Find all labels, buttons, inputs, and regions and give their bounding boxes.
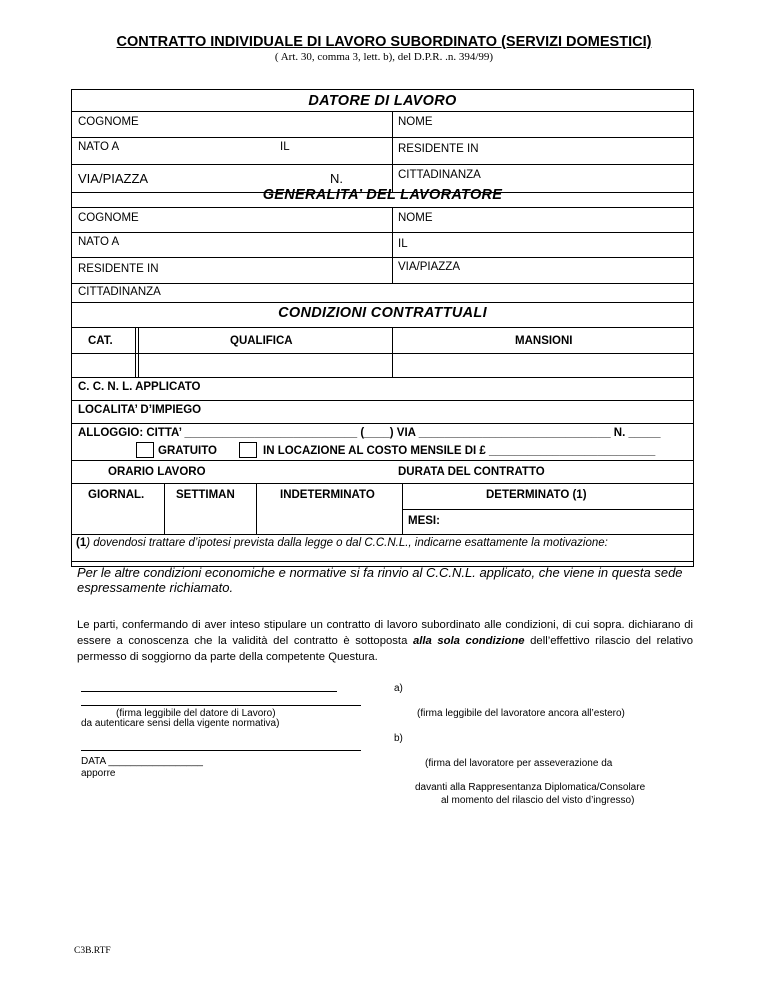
determinato-column-header: DETERMINATO (1) (486, 489, 587, 501)
nota-motivazione: (1) dovendosi trattare d’ipotesi prevista dalla legge o dal C.C.N.L., indicarne esattamente la motivazione: (76, 537, 608, 549)
gratuito-label: GRATUITO (158, 445, 217, 457)
apporre-label: apporre (81, 768, 116, 779)
alloggio-field[interactable]: ALLOGGIO: CITTA’ ___________________________ (____) VIA ______________________________ N. _____ (78, 427, 661, 439)
datore-il-field[interactable]: IL (280, 141, 290, 153)
ccnl-field[interactable]: C. C. N. L. APPLICATO (78, 381, 201, 393)
contract-form (71, 89, 694, 595)
lavoratore-via-field[interactable]: VIA/PIAZZA (398, 261, 460, 273)
signature-label-a: a) (394, 683, 403, 694)
declaration-paragraph: Le parti, confermando di aver inteso stipulare un contratto di lavoro subordinato alle condizioni, di cui sopra. dichiarano di essere a conoscenza che la validità del contratto è sottoposta alla sola condizione dell’effettivo rilascio del relativo permesso di soggiorno da parte della competente Questura. (77, 619, 693, 663)
firma-lavoratore-estero-label: (firma leggibile del lavoratore ancora all’estero) (417, 708, 625, 719)
locazione-field[interactable]: IN LOCAZIONE AL COSTO MENSILE DI £ __________________________ (263, 445, 656, 457)
datore-numero-field[interactable]: N. (330, 171, 343, 186)
datore-residente-field[interactable]: RESIDENTE IN (398, 143, 479, 155)
section-heading-lavoratore: GENERALITA’ DEL LAVORATORE (262, 187, 503, 203)
qualifica-column-header: QUALIFICA (230, 335, 293, 347)
section-heading-datore: DATORE DI LAVORO (308, 93, 457, 109)
durata-contratto-header: DURATA DEL CONTRATTO (398, 466, 545, 478)
firma-datore-label: (firma leggibile del datore di Lavoro) (116, 708, 276, 719)
signature-line-lavoratore[interactable] (81, 750, 361, 751)
giornal-column-header: GIORNAL. (88, 489, 145, 501)
lavoratore-nome-field[interactable]: NOME (398, 212, 433, 224)
lavoratore-il-field[interactable]: IL (398, 238, 408, 250)
lavoratore-nato-a-field[interactable]: NATO A (78, 236, 120, 248)
lavoratore-cognome-field[interactable]: COGNOME (78, 212, 139, 224)
document-title: CONTRATTO INDIVIDUALE DI LAVORO SUBORDINATO (SERVIZI DOMESTICI) (116, 34, 652, 50)
footer-filename: C3B.RTF (74, 946, 111, 956)
rilascio-visto-label: al momento del rilascio del visto d’ingresso) (441, 795, 635, 806)
datore-nato-a-field[interactable]: NATO A (78, 141, 120, 153)
datore-cognome-field[interactable]: COGNOME (78, 116, 139, 128)
locazione-checkbox[interactable] (239, 442, 257, 458)
signature-line-datore[interactable] (81, 691, 337, 692)
autenticare-label: da autenticare sensi della vigente normativa) (81, 718, 280, 729)
gratuito-checkbox[interactable] (136, 442, 154, 458)
rinvio-ccnl-text: Per le altre condizioni economiche e normative si fa rinvio al C.C.N.L. applicato, che viene in questa sede espressamente richiamato. (77, 565, 683, 595)
datore-nome-field[interactable]: NOME (398, 116, 433, 128)
datore-via-field[interactable]: VIA/PIAZZA (78, 171, 149, 186)
lavoratore-cittadinanza-field[interactable]: CITTADINANZA (78, 286, 161, 298)
signature-label-b: b) (394, 733, 403, 744)
cat-column-header: CAT. (88, 335, 113, 347)
settiman-column-header: SETTIMAN (176, 489, 235, 501)
firma-asseverazione-label: (firma del lavoratore per asseverazione da (425, 758, 613, 769)
indeterminato-column-header: INDETERMINATO (280, 489, 375, 501)
section-heading-condizioni: CONDIZIONI CONTRATTUALI (278, 305, 487, 321)
datore-cittadinanza-field[interactable]: CITTADINANZA (398, 169, 481, 181)
mansioni-column-header: MANSIONI (515, 335, 573, 347)
orario-lavoro-header: ORARIO LAVORO (108, 466, 206, 478)
mesi-field[interactable]: MESI: (408, 515, 440, 527)
document-subtitle: ( Art. 30, comma 3, lett. b), del D.P.R. .n. 394/99) (274, 51, 494, 63)
data-field[interactable]: DATA _________________ (81, 756, 203, 767)
rappresentanza-label: davanti alla Rappresentanza Diplomatica/Consolare (415, 782, 646, 793)
localita-field[interactable]: LOCALITA’ D’IMPIEGO (78, 404, 202, 416)
lavoratore-residente-field[interactable]: RESIDENTE IN (78, 263, 159, 275)
